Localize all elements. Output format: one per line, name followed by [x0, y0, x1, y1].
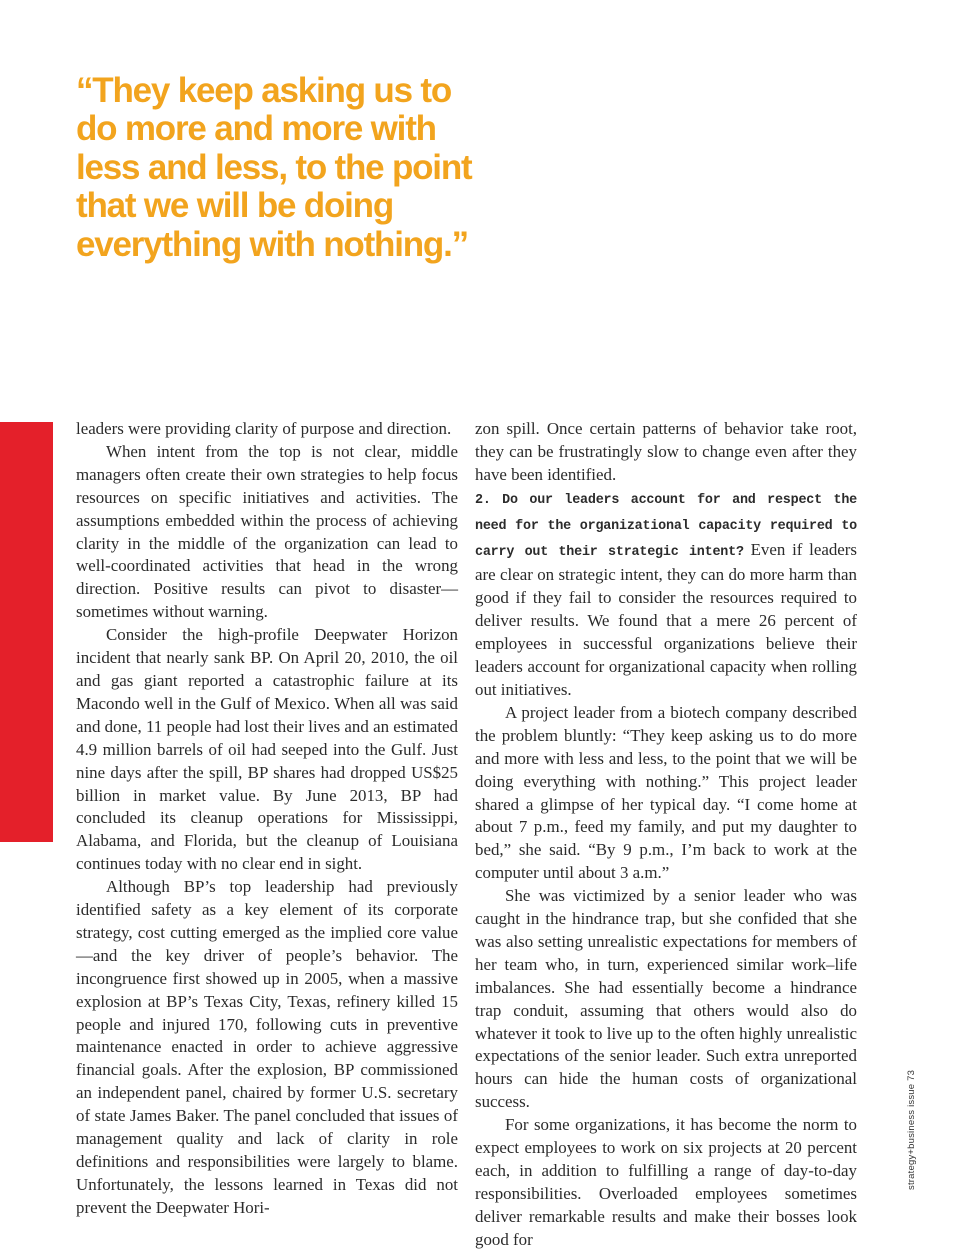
- run-in-heading: 2. Do our leaders account for and respect the need for the organizational capacity required to carry out their strategic intent?: [475, 492, 857, 560]
- section-label: [8, 888, 26, 1132]
- paragraph: She was victimized by a senior leader who was caught in the hindrance trap, but she confided that she was also setting unrealistic expectations for members of her team who, in turn, experienced similar work–life imbalances. She had essentially become a hindrance trap conduit, assuming that others would also do whatever it took to live up to the often highly unrealistic expectations of the senior leader. Such extra unreported hours can hide the human costs of organizational success.: [475, 886, 857, 1112]
- paragraph: Consider the high-profile Deepwater Horizon incident that nearly sank BP. On April 20, 2010, the oil and gas giant reported a catastrophic failure at its Macondo well in the Gulf of Mexico. When all was said and done, 11 people had lost their lives and an estimated 4.9 million barrels of oil had seeped into the Gulf. Just nine days after the spill, BP shares had dropped US$25 billion in market value. By June 2013, BP had concluded its cleanup operations for Mississippi, Alabama, and Florida, but the cleanup of Louisiana continues today with no clear end in sight.: [76, 625, 458, 874]
- section-label-topic: organizations & people: [9, 951, 26, 1132]
- page-number: 50: [18, 1222, 35, 1239]
- paragraph-text: Even if leaders are clear on strategic intent, they can do more harm than good if they fail to consider the resources required to deliver results. We found that a mere 26 percent of employees in successful organizations believe their leaders account for organizational capacity when rolling out initiatives.: [475, 539, 857, 699]
- paragraph-with-run-in-heading: [475, 487, 857, 702]
- pull-quote: “They keep asking us to do more and more with less and less, to the point that we will be doing everything with nothing.”: [76, 71, 472, 264]
- body-column-left: [76, 418, 458, 1220]
- paragraph: leaders were providing clarity of purpose and direction.: [76, 419, 452, 438]
- section-tab: [0, 422, 53, 1239]
- section-separator: |: [9, 943, 26, 948]
- paragraph: zon spill. Once certain patterns of behavior take root, they can be frustratingly slow to change even after they have been identified.: [475, 419, 857, 484]
- body-column-right: [475, 418, 857, 1252]
- paragraph: For some organizations, it has become the norm to expect employees to work on six projects at 20 percent each, in addition to fulfilling a range of day-to-day responsibilities. Overloaded employees sometimes deliver remarkable results and make their bosses look good for: [475, 1115, 857, 1249]
- paragraph: Although BP’s top leadership had previously identified safety as a key element of its corporate strategy, cost cutting emerged as the implied core value—and the key driver of people’s behavior. The incongruence first showed up in 2005, when a massive explosion at BP’s Texas City, Texas, refinery killed 15 people and injured 170, following cuts in preventive maintenance enacted in order to achieve aggressive financial goals. After the explosion, BP commissioned an independent panel, chaired by former U.S. secretary of state James Baker. The panel concluded that issues of management quality and lack of clarity in role definitions and responsibilities were largely to blame. Unfortunately, the lessons learned in Texas did not prevent the Deepwater Hori-: [76, 877, 458, 1217]
- section-label-feature: feature: [9, 888, 26, 940]
- paragraph: When intent from the top is not clear, middle managers often create their own strategies to help focus resources on specific initiatives and activities. The assumptions embedded within the process of achieving clarity in the middle of the organization can lead to well-coordinated activities that head in the wrong direction. Positive results can pivot to disaster—sometimes without warning.: [76, 441, 458, 622]
- folio: strategy+business issue 73: [906, 1069, 917, 1190]
- paragraph: A project leader from a biotech company described the problem bluntly: “They keep asking us to do more and more with less and less, to the point that we will be doing everything with nothing.” This project leader shared a glimpse of her typical day. “I come home at about 7 p.m., feed my family, and put my daughter to bed,” she said. “By 9 p.m., I’m back to work at the computer until about 3 a.m.”: [475, 702, 857, 883]
